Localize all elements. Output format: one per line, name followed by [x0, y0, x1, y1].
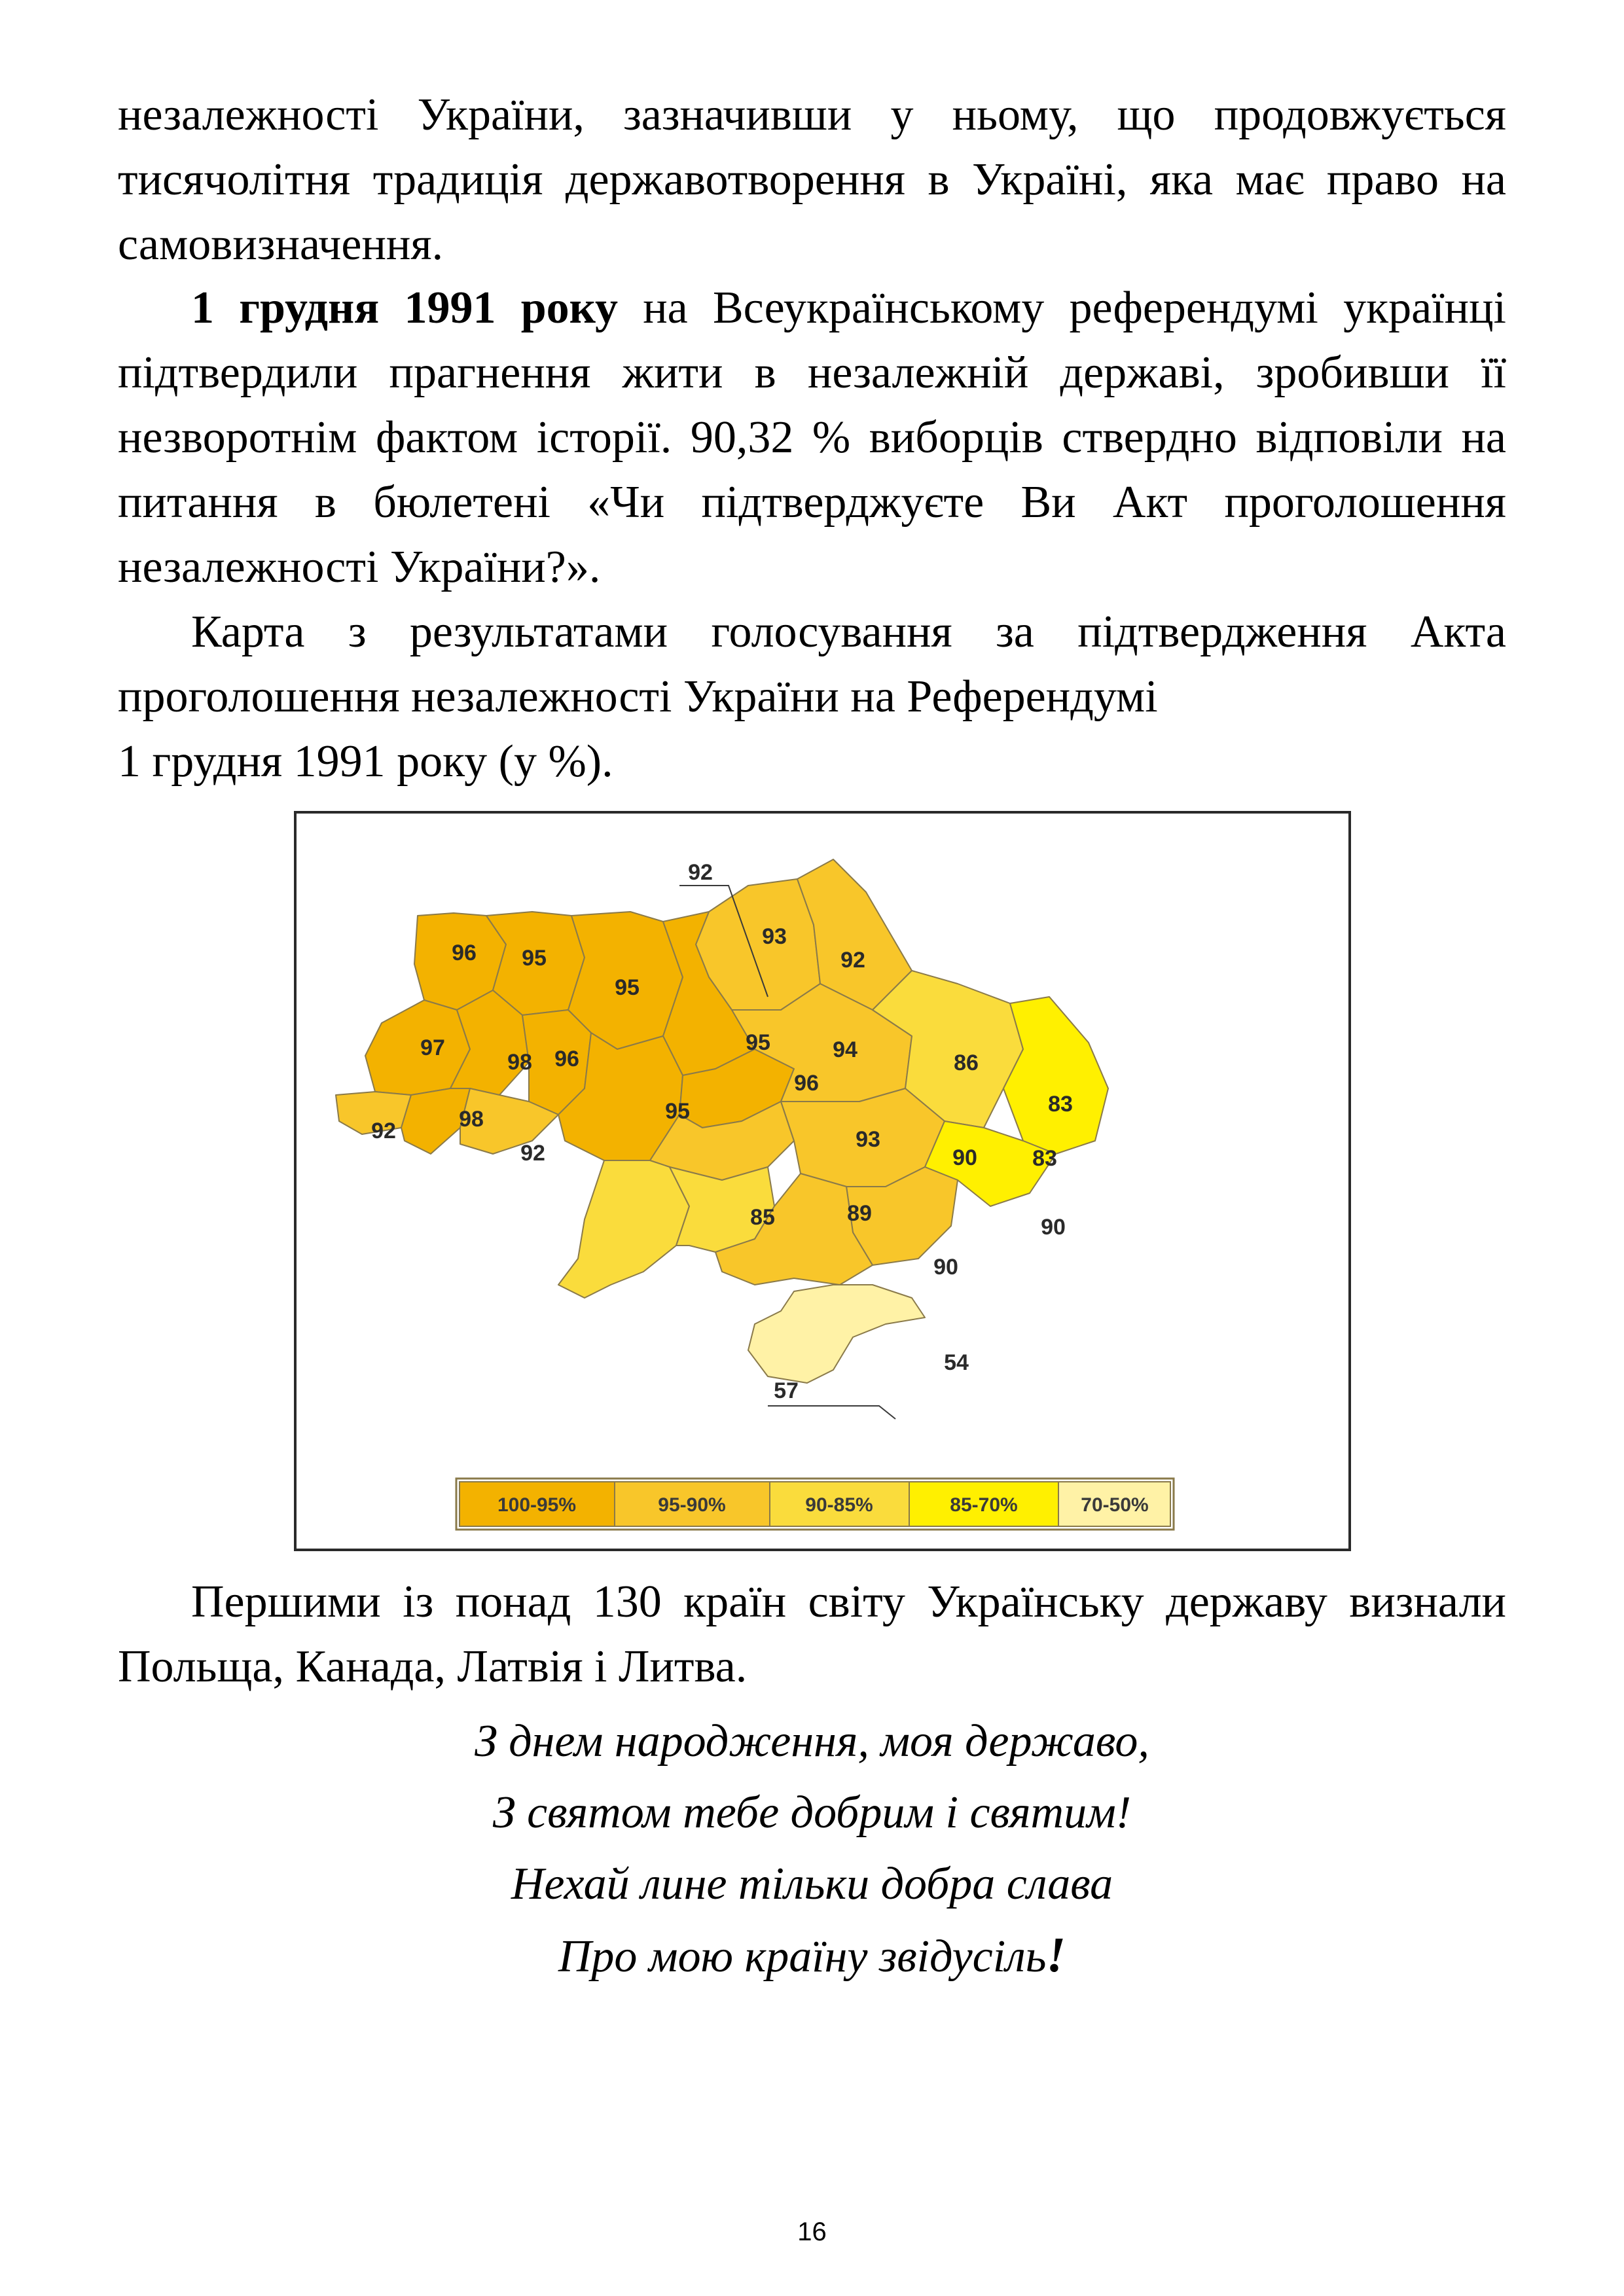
map-caption-text: Карта з результатами голосування за підтвердження Акта проголошення незалежності України на Референдумі	[118, 607, 1506, 722]
label-volyn: 96	[452, 941, 477, 965]
paragraph-recognition: Першими із понад 130 країн світу Українську державу визнали Польща, Канада, Латвія і Литва.	[118, 1577, 1506, 1692]
legend-label-100-95: 100-95%	[497, 1494, 577, 1516]
referendum-map	[297, 814, 1348, 1549]
label-dnipropetrovsk: 90	[952, 1145, 977, 1170]
label-poltava: 94	[833, 1037, 857, 1062]
label-luhansk: 83	[1048, 1092, 1073, 1117]
label-donetsk: 83	[1032, 1146, 1057, 1171]
poem-line-4-exclamation: !	[1046, 1928, 1066, 1982]
referendum-map-figure	[294, 811, 1351, 1551]
poem-line-2: З святом тебе добрим і святим!	[492, 1787, 1132, 1838]
map-caption-date: 1 грудня 1991 року (у %).	[118, 736, 613, 787]
poem-line-3: Нехай лине тільки добра слава	[511, 1859, 1113, 1909]
referendum-text: на Всеукраїнському референдумі українці підтвердили прагнення жити в незалежній державі, зробивши її незворотнім фактом історії. 90,32 % виборців ствердно відповіли на питання в бюлетені «Чи підтверджуєте Ви Акт проголошення незалежності України?».	[118, 283, 1506, 592]
legend-label-70-50: 70-50%	[1081, 1494, 1149, 1516]
legend-label-95-90: 95-90%	[658, 1494, 726, 1516]
label-kyiv-oblast: 95	[746, 1030, 770, 1055]
poem	[118, 1706, 1506, 1992]
label-vinnytsia: 95	[665, 1099, 690, 1124]
poem-line-4-text: Про мою країну звідусіль	[558, 1931, 1047, 1982]
legend-label-90-85: 90-85%	[805, 1494, 873, 1516]
label-khmelnytskyi: 96	[554, 1047, 579, 1071]
label-chernivtsi: 92	[520, 1141, 545, 1166]
label-zaporizhzhia: 90	[1041, 1215, 1066, 1240]
label-rivne: 95	[522, 946, 547, 971]
leader-line-sevastopol	[768, 1406, 895, 1419]
poem-line-1: З днем народження, моя державо,	[475, 1716, 1149, 1767]
paragraph-intro-continued: незалежності України, зазначивши у ньому, що продовжується тисячолітня традиція державотворення в Україні, яка має право на самовизначення.	[118, 90, 1506, 270]
label-kharkiv: 86	[954, 1050, 979, 1075]
region-crimea	[748, 1285, 925, 1383]
label-zakarpattia: 92	[371, 1119, 396, 1143]
region-luhansk	[1003, 997, 1108, 1154]
label-cherkasy: 96	[794, 1071, 819, 1096]
label-ternopil: 98	[507, 1050, 532, 1075]
label-chernihiv: 93	[762, 924, 787, 949]
label-kyiv-city: 92	[688, 860, 713, 885]
label-lviv: 97	[420, 1035, 445, 1060]
label-crimea: 54	[944, 1350, 969, 1375]
label-kherson: 90	[933, 1255, 958, 1280]
label-zhytomyr: 95	[615, 975, 640, 1000]
page-number: 16	[797, 2217, 827, 2246]
paragraph-referendum	[118, 276, 1506, 600]
legend-label-85-70: 85-70%	[950, 1494, 1018, 1516]
label-sevastopol: 57	[774, 1378, 799, 1403]
label-sumy: 92	[840, 948, 865, 973]
label-odesa: 85	[750, 1205, 775, 1230]
label-mykolaiv: 89	[847, 1201, 872, 1226]
label-ivano-frankivsk: 98	[459, 1107, 484, 1132]
poem-line-4	[118, 1920, 1506, 1992]
paragraph-map-caption	[118, 600, 1506, 794]
label-kirovohrad: 93	[856, 1127, 880, 1152]
referendum-date: 1 грудня 1991 року	[191, 283, 618, 333]
map-legend	[456, 1479, 1174, 1530]
region-odesa	[558, 1160, 689, 1298]
